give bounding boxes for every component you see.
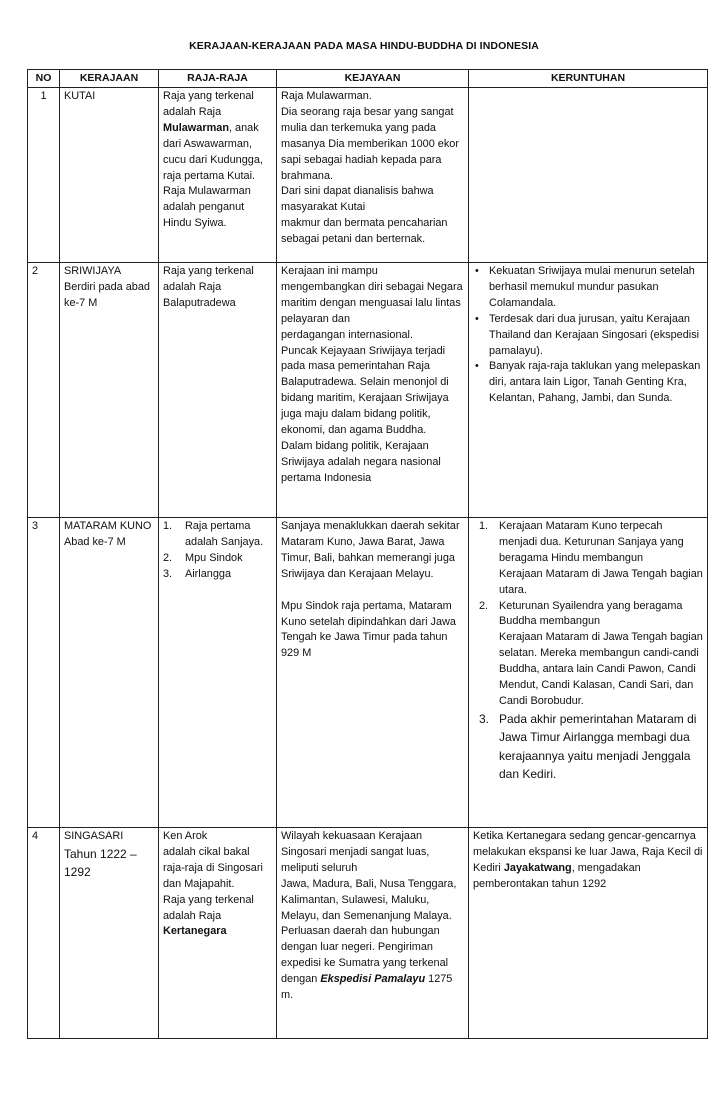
kejayaan-text: Dalam bidang politik, Kerajaan Sriwijaya adalah negara nasional pertama Indonesia <box>281 439 441 484</box>
table-row <box>28 88 708 263</box>
list-number: 1. <box>479 520 489 532</box>
list-item <box>473 264 703 312</box>
list-item-text: Kerajaan Mataram di Jawa Tengah bagian selatan. Mereka membangun candi-candi Buddha, antara lain Candi Pawon, Candi Mendut, Candi Kalasan, Candi Sari, dan Candi Borobudur. <box>499 631 703 707</box>
kejayaan-text: Sanjaya menaklukkan daerah sekitar Mataram Kuno, Jawa Barat, Jawa Timur, Bali, bahkan memerangi juga Sriwijaya dan Kerajaan Melayu. <box>281 520 460 580</box>
kejayaan-text: Puncak Kejayaan Sriwijaya terjadi pada masa pemerintahan Raja Balaputradewa. Selain menonjol di bidang maritim, Kerajaan Sriwijaya <box>281 344 449 405</box>
list-number: 2. <box>163 551 173 564</box>
keruntuhan-text-part: Ketika Kertanegara sedang gencar-gencarnya melakukan ekspansi ke luar Jawa, Raja Kecil di Kediri <box>473 830 703 874</box>
kejayaan-text-part: Perluasan daerah dan hubungan dengan luar negeri. Pengiriman expedisi ke Sumatra yang terkenal dengan <box>281 925 449 986</box>
kejayaan-text: Mpu Sindok raja pertama, Mataram Kuno setelah dipindahkan dari Jawa Tengah ke Jawa Timur pada tahun 929 M <box>281 599 456 660</box>
list-item-text: Airlangga <box>185 567 232 580</box>
row-number: 2 <box>28 263 60 518</box>
keruntuhan-cell <box>469 263 708 518</box>
raja-text: adalah cikal bakal raja-raja di Singosari dan Majapahit. <box>163 845 263 890</box>
rebel-name: Jayakatwang <box>503 861 572 874</box>
list-item-text: Pada akhir pemerintahan Mataram di Jawa Timur Airlangga membagi dua kerajaannya yaitu menjadi Jenggala dan Kediri. <box>499 711 697 782</box>
table-row <box>28 263 708 518</box>
kerajaan-cell: KUTAI <box>60 88 159 263</box>
list-number: 3. <box>163 567 173 580</box>
kejayaan-text: Wilayah kekuasaan Kerajaan Singosari menjadi sangat luas, meliputi seluruh <box>281 830 430 874</box>
list-item-text: Banyak raja-raja taklukan yang melepaskan diri, antara lain Ligor, Tanah Genting Kra, Kelantan, Pahang, Jambi, dan Sunda. <box>489 360 701 405</box>
header-row <box>28 70 708 88</box>
list-item <box>163 567 272 583</box>
list-item <box>473 359 703 407</box>
keruntuhan-list <box>473 264 703 407</box>
raja-name: Mulawarman <box>163 121 229 134</box>
raja-list <box>163 519 272 583</box>
keruntuhan-text <box>473 829 703 893</box>
kejayaan-text-part: 1275 m. <box>281 973 453 1002</box>
table-row <box>28 518 708 828</box>
kerajaan-cell <box>60 263 159 518</box>
raja-text <box>163 893 272 941</box>
kerajaan-name: SINGASARI <box>64 830 124 842</box>
keruntuhan-cell <box>469 518 708 828</box>
list-item <box>163 551 272 567</box>
header-keruntuhan: KERUNTUHAN <box>469 70 708 88</box>
list-item <box>473 312 703 360</box>
kerajaan-period: Berdiri pada abad ke-7 M <box>64 280 150 309</box>
raja-text: Raja yang terkenal adalah Raja <box>163 90 254 118</box>
raja-cell <box>159 88 277 263</box>
list-number: 1. <box>163 520 173 532</box>
row-number: 1 <box>28 88 60 263</box>
list-item <box>473 710 703 784</box>
bullet-icon: • <box>475 265 479 277</box>
list-item-text: Kerajaan Mataram Kuno terpecah menjadi dua. Keturunan Sanjaya yang beragama Hindu membangun <box>499 520 684 564</box>
keruntuhan-list <box>473 519 703 784</box>
list-item-text: Terdesak dari dua jurusan, yaitu Kerajaan Thailand dan Kerajaan Singosari (ekspedisi pamalayu). <box>489 312 700 357</box>
kejayaan-text <box>281 924 464 1004</box>
list-number: 3. <box>479 711 490 726</box>
raja-cell <box>159 518 277 828</box>
list-item <box>163 519 272 551</box>
kerajaan-cell <box>60 518 159 828</box>
header-no: NO <box>28 70 60 88</box>
list-item-text: Raja pertama adalah Sanjaya. <box>185 520 264 548</box>
expedition-name: Ekspedisi Pamalayu <box>320 973 426 986</box>
raja-name: Kertanegara <box>163 925 227 938</box>
raja-text: , anak dari Aswawarman, cucu dari Kudungga, raja pertama Kutai. Raja Mulawarman adalah penganut Hindu Syiwa. <box>163 121 263 230</box>
kejayaan-text: makmur dan bermata pencaharian sebagai petani dan berternak. <box>281 217 448 246</box>
kerajaan-cell <box>60 828 159 1039</box>
kejayaan-text: Raja Mulawarman. <box>281 90 372 102</box>
keruntuhan-cell <box>469 828 708 1039</box>
kejayaan-cell <box>277 88 469 263</box>
list-item-text: Kerajaan Mataram di Jawa Tengah bagian utara. <box>499 567 703 596</box>
kejayaan-text: Dari sini dapat dianalisis bahwa masyarakat Kutai <box>281 185 434 214</box>
list-number: 2. <box>479 599 489 612</box>
bullet-icon: • <box>475 312 479 325</box>
bullet-icon: • <box>475 360 479 373</box>
header-raja: RAJA-RAJA <box>159 70 277 88</box>
header-kerajaan: KERAJAAN <box>60 70 159 88</box>
kejayaan-text: Jawa, Madura, Bali, Nusa Tenggara, Kalimantan, Sulawesi, Maluku, Melayu, dan Semenanjung Malaya. <box>281 877 457 922</box>
raja-text-part: Raja yang terkenal adalah Raja <box>163 893 254 922</box>
kerajaan-period: Tahun 1222 – 1292 <box>64 846 137 880</box>
header-kejayaan: KEJAYAAN <box>277 70 469 88</box>
keruntuhan-text-part: , mengadakan pemberontakan tahun 1292 <box>473 861 641 890</box>
raja-cell: Raja yang terkenal adalah Raja Balaputradewa <box>159 263 277 518</box>
page-title: KERAJAAN-KERAJAAN PADA MASA HINDU-BUDDHA DI INDONESIA <box>189 40 539 52</box>
kejayaan-text: Dia seorang raja besar yang sangat mulia dan terkemuka yang pada masanya Dia memberikan 1000 ekor sapi sebagai hadiah kepada para brahmana. <box>281 105 459 182</box>
kejayaan-cell <box>277 263 469 518</box>
raja-text: Ken Arok <box>163 830 208 842</box>
list-item <box>473 599 703 710</box>
list-item-text: Keturunan Syailendra yang beragama Buddha membangun <box>499 599 683 628</box>
kejayaan-cell <box>277 828 469 1039</box>
kerajaan-name: SRIWIJAYA <box>64 265 122 277</box>
keruntuhan-cell <box>469 88 708 263</box>
list-item <box>473 519 703 599</box>
kejayaan-text: juga maju dalam bidang politik, ekonomi, dan agama Buddha. <box>281 408 431 437</box>
list-item-text: Kekuatan Sriwijaya mulai menurun setelah berhasil memukul mundur pasukan Colamandala. <box>489 265 695 309</box>
row-number: 3 <box>28 518 60 828</box>
kejayaan-text: Kerajaan ini mampu mengembangkan diri sebagai Negara maritim dengan menguasai lalu lintas pelayaran dan <box>281 265 463 325</box>
kerajaan-period: Abad ke-7 M <box>64 535 126 548</box>
list-item-text: Mpu Sindok <box>185 551 243 564</box>
raja-cell <box>159 828 277 1039</box>
row-number: 4 <box>28 828 60 1039</box>
kejayaan-text: perdagangan internasional. <box>281 328 414 341</box>
kingdoms-table <box>27 69 708 1039</box>
kejayaan-cell <box>277 518 469 828</box>
kerajaan-name: MATARAM KUNO <box>64 520 152 532</box>
table-row <box>28 828 708 1039</box>
